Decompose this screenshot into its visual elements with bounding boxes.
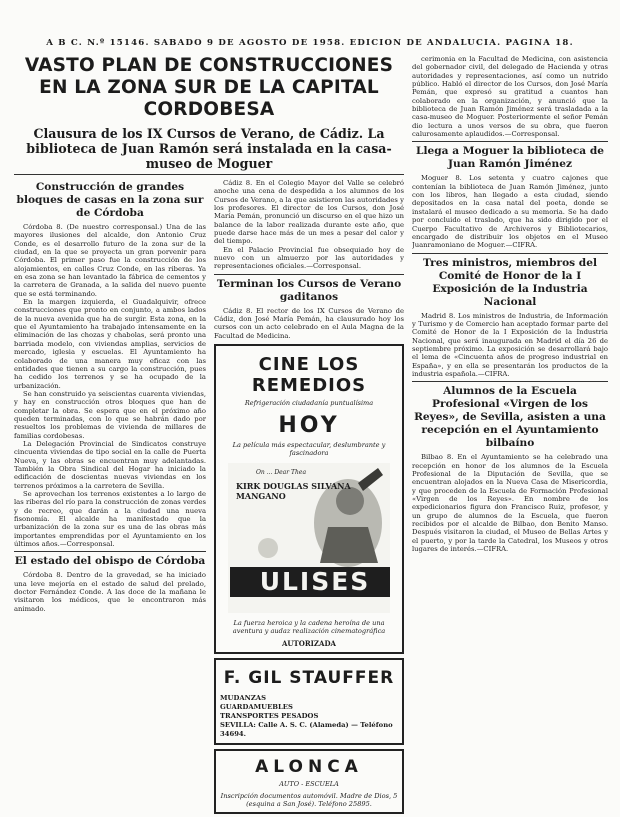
- right-column: [412, 55, 608, 553]
- paragraph: cerimonia en la Facultad de Medicina, con asistencia del gobernador civil, del delegado de Hacienda y otras autoridades y representaciones, así como un nutrido público. Habló el director de los Cursos, don José María Pemán, que expresó su gratitud a cuantos han colaborado en la organización, y anunció que la biblioteca de Juan Ramón Jiménez será trasladada a la casa-museo de Moguer. Posteriormente el señor Pemán dio lectura a unos versos de su obra, que fueron calurosamente aplaudidos.—Corresponsal.: [412, 55, 608, 139]
- paragraph: Córdoba 8. (De nuestro corresponsal.) Una de las mayores ilusiones del alcalde, don Antonio Cruz Conde, es el desarrollo futuro de la zona sur de la ciudad, en la que se proyecta un gran porvenir para Córdoba. El primer paso fue la construcción de los alojamientos, en calles Cruz Conde, en las riberas. Ya en esa zona se han levantado la fábrica de cementos y la carretera de Granada, a la salida del nuevo puente que se está terminando.: [14, 223, 206, 298]
- article-body-moguer: [412, 174, 608, 249]
- article-body-alumnos: [412, 453, 608, 553]
- article-title-moguer: Llega a Moguer la biblioteca de Juan Ramón Jiménez: [416, 145, 604, 171]
- sub-headline: Clausura de los IX Cursos de Verano, de Cádiz. La biblioteca de Juan Ramón será instalada en la casa-museo de Moguer: [26, 126, 392, 171]
- today-label: HOY: [278, 413, 340, 439]
- poster-tagline: On ... Dear Thea: [256, 469, 307, 477]
- divider: [14, 174, 404, 175]
- article-title-alumnos: Alumnos de la Escuela Profesional «Virgen de los Reyes», de Sevilla, asisten a una recepción en el Ayuntamiento bilbaíno: [414, 385, 606, 450]
- alonca-sub: AUTO - ESCUELA: [279, 780, 339, 789]
- divider: [14, 551, 206, 552]
- paragraph: Madrid 8. Los ministros de Industria, de Información y Turismo y de Comercio han aceptado formar parte del Comité de Honor de la I Exposición de la Industria Nacional, que será inaugurada en Madrid el día 26 de septiembre próximo. La exposición se desarrollará bajo el lema de «Cincuenta años de progreso industrial en España», y en ella se presentarán los productos de la industria española.—CIFRA.: [412, 311, 608, 378]
- poster-credits: KIRK DOUGLAS SILVANA MANGANO: [236, 481, 351, 502]
- stauffer-services: [220, 694, 398, 739]
- article-body-clausura: [214, 179, 404, 271]
- paragraph: Se aprovechan los terrenos existentes a lo largo de las riberas del río para la construcción de zonas verdes y de recreo, que darán a la ciudad una nueva fisonomía. El alcalde ha manifestado que la urbanización de la zona sur es una de las obras más importantes emprendidas por el Ayuntamiento en los últimos años.—Corresponsal.: [14, 490, 206, 549]
- article-title-ministros: Tres ministros, miembros del Comité de Honor de la I Exposición de la Industria Nacional: [423, 256, 597, 308]
- service-line: MUDANZAS: [220, 694, 266, 703]
- main-headline: VASTO PLAN DE CONSTRUCCIONES EN LA ZONA SUR DE LA CAPITAL CORDOBESA: [24, 55, 394, 120]
- article-body-construccion: [14, 223, 206, 548]
- article-body-ministros: [412, 312, 608, 379]
- paragraph: Moguer 8. Los setenta y cuatro cajones que contenían la biblioteca de Juan Ramón Jiménez, junto con los libros, han llegado a esta ciudad, siendo depositados en la casa natal del poeta, donde se instalará el museo dedicado a su memoria. Se ha dado por concluido el traslado, que ha sido dirigido por el Cuerpo Facultativo de Archiveros y Bibliotecarios, encargado de distribuir los objetos en el Museo Juanramoniano de Moguer.—CIFRA.: [412, 174, 608, 250]
- alonca-body: Inscripción documentos automóvil. Madre de Dios, 5 (esquina a San José). Teléfono 25895.: [220, 792, 398, 809]
- article-title-obispo: El estado del obispo de Córdoba: [14, 555, 206, 568]
- paragraph: Se han construido ya seiscientas cuarenta viviendas, y hay en construcción otros bloques que han de completar la obra. Se espera que en el próximo año queden terminadas, con lo que se habrán dado por resueltos los problemas de vivienda de millares de familias cordobesas.: [14, 389, 206, 440]
- article-body-obispo: [14, 571, 206, 613]
- article-body-continuation: [412, 55, 608, 138]
- divider: [412, 253, 608, 254]
- stauffer-name: F. GIL STAUFFER: [223, 668, 395, 689]
- alonca-ad: [214, 749, 404, 814]
- divider: [214, 274, 404, 275]
- paragraph: Cádiz 8. El rector de los IX Cursos de Verano de Cádiz, don José María Pemán, ha clausurado hoy los cursos con un acto celebrado en el Aula Magna de la Facultad de Medicina.: [214, 306, 404, 340]
- cinema-name: CINE LOS REMEDIOS: [251, 354, 367, 397]
- service-line: GUARDAMUEBLES: [220, 703, 293, 712]
- paragraph: Cádiz 8. En el Colegio Mayor del Valle se celebró anoche una cena de despedida a los alumnos de los Cursos de Verano, a la que asistieron las autoridades y los profesores. El director de los Cursos, don José María Pemán, pronunció un discurso en el que hizo un balance de la labor realizada durante este año, que puede darse hace más de un mes a pesar del calor y del tiempo.: [214, 179, 404, 246]
- paragraph: En el Palacio Provincial fue obsequiado hoy de nuevo con un almuerzo por las autoridades y representaciones oficiales.—Corresponsal.: [214, 245, 404, 271]
- paragraph: La Delegación Provincial de Sindicatos construye cincuenta viviendas de tipo social en la calle de Puerta Nueva, y las obras se encuentran muy adelantadas. También la Obra Sindical del Hogar ha iniciado la edificación de doscientas nuevas viviendas en los terrenos próximos a la carretera de Sevilla.: [14, 439, 206, 490]
- alonca-name: ALONCA: [255, 757, 363, 778]
- article-body-terminan: [214, 307, 404, 340]
- article-title-construccion: Construcción de grandes bloques de casas en la zona sur de Córdoba: [16, 181, 204, 219]
- service-line: TRANSPORTES PESADOS: [220, 712, 319, 721]
- cinema-subtitle: Refrigeración ciudadanía puntualísima: [244, 399, 374, 408]
- subcolumn-cordoba: [14, 179, 206, 814]
- paragraph: En la margen izquierda, el Guadalquivir, ofrece construcciones que pronto en conjunto, a ambos lados de la nueva avenida que ha de surgir. Esta zona, en la que el Ayuntamiento ha trabajado intensamente en la eliminación de las chozas y chabolas, será pronto una barriada modelo, con viviendas amplias, servicios de mercado, iglesia y escuelas. El Ayuntamiento ha colaborado de una manera muy eficaz con las entidades que tienen a su cargo la construcción, pues ha cedido los terrenos y se ha ocupado de la urbanización.: [14, 298, 206, 390]
- stauffer-ad: [214, 658, 404, 745]
- film-description: La película más espectacular, deslumbrante y fascinadora: [232, 441, 386, 458]
- film-poster: [228, 463, 390, 613]
- left-split: [14, 179, 404, 814]
- service-line: SEVILLA: Calle A. S. C. (Alameda) — Teléfono 34694.: [220, 721, 393, 739]
- paragraph: Córdoba 8. Dentro de la gravedad, se ha iniciado una leve mejoría en el estado de salud del prelado, doctor Fernández Conde. A las doce de la mañana le visitaron los médicos, que le encontraron más animado.: [14, 571, 206, 613]
- subcolumn-cadiz: [214, 179, 404, 814]
- divider: [412, 381, 608, 382]
- film-rating: AUTORIZADA: [282, 639, 336, 649]
- film-footer: La fuerza heroica y la cadena heroína de una aventura y audaz realización cinematográfica: [232, 619, 386, 636]
- page-header: A B C. N.º 15146. SABADO 9 DE AGOSTO DE 1958. EDICION DE ANDALUCIA. PAGINA 18.: [46, 38, 574, 48]
- left-column: [14, 55, 404, 814]
- article-title-terminan: Terminan los Cursos de Verano gaditanos: [216, 277, 402, 303]
- cinema-ad: [214, 344, 404, 654]
- divider: [412, 141, 608, 142]
- film-title: ULISES: [230, 567, 390, 597]
- paragraph: Bilbao 8. En el Ayuntamiento se ha celebrado una recepción en honor de los alumnos de la Escuela Profesional de la Diputación de Sevilla, que se encuentran alojados en la Nueva Casa de Misericordia, y que proceden de la Escuela de Formación Profesional «Virgen de los Reyes». En nombre de los expedicionarios figura don Francisco Ruiz, profesor, y un grupo de alumnos de la Escuela, que fueron recibidos por el alcalde de Bilbao, don Benito Manso. Después visitaron la ciudad, el Museo de Bellas Artes y el puerto, y por la tarde la Catedral, los Museos y otros lugares de interés.—CIFRA.: [412, 453, 608, 554]
